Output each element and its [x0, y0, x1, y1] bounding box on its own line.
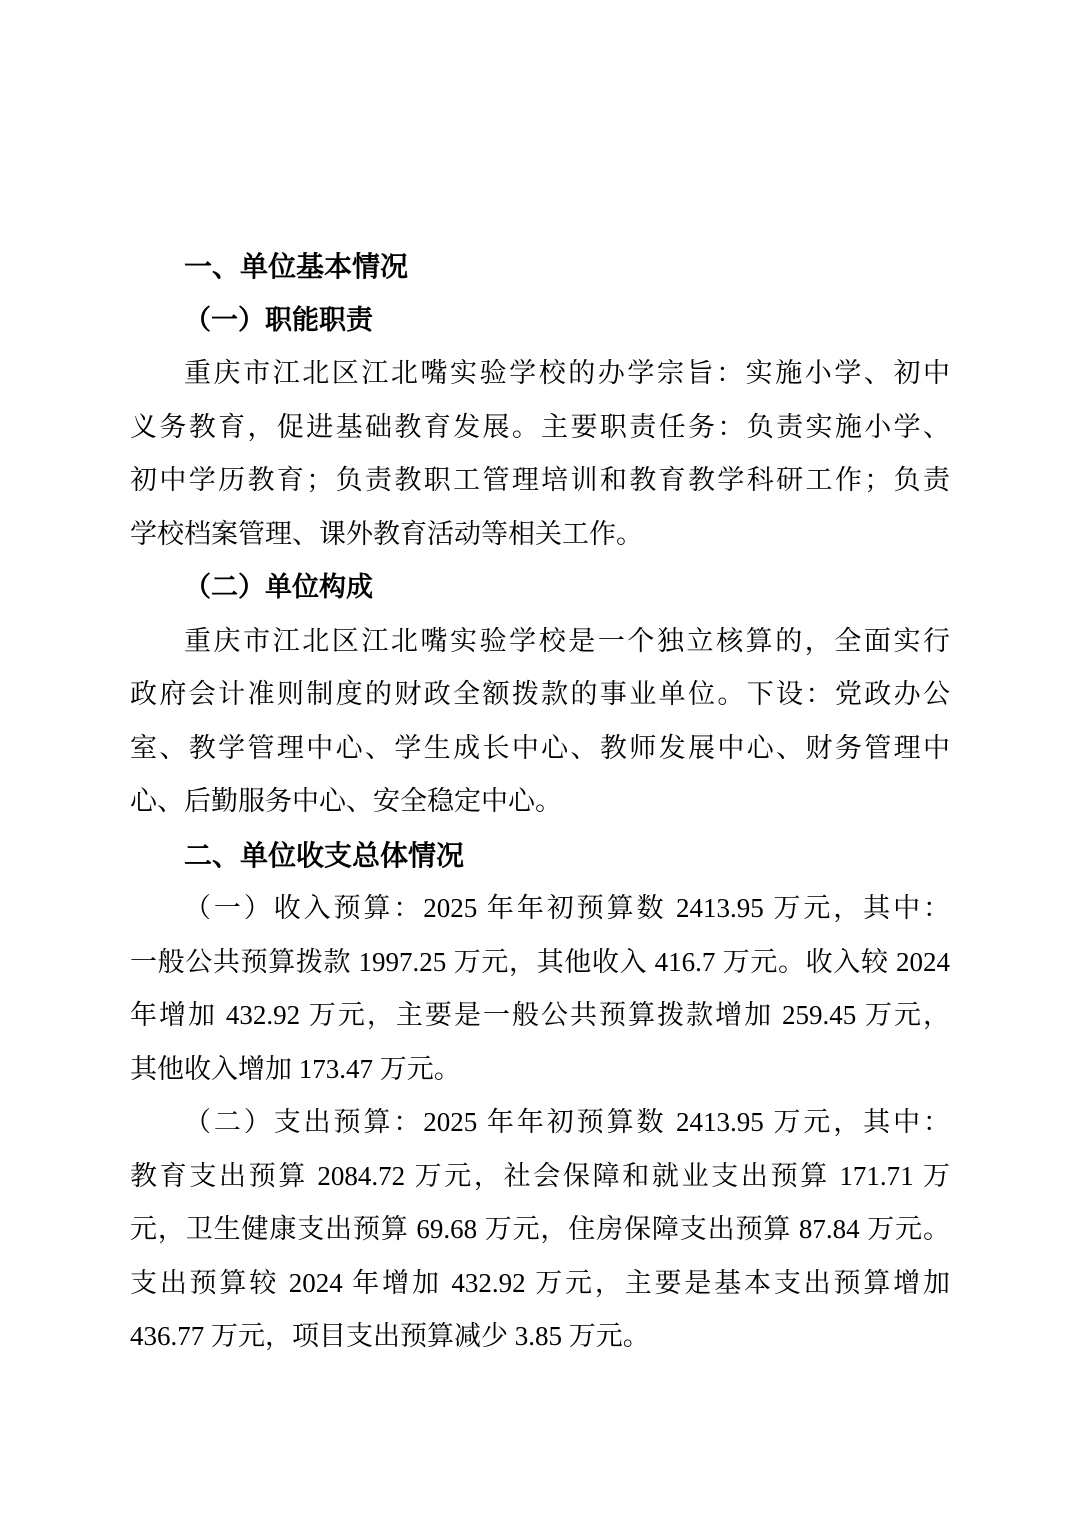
para-revenue-budget-line-4: 其他收入增加 173.47 万元。 — [130, 1053, 461, 1084]
document-body — [130, 240, 950, 1364]
subheading-unit-composition: （二）单位构成 — [184, 572, 373, 602]
para-composition-line-4: 心、后勤服务中心、安全稳定中心。 — [130, 786, 562, 816]
para-duties-line-3: 初中学历教育；负责教职工管理培训和教育教学科研工作；负责 — [130, 465, 950, 495]
para-expenditure-budget-line-4: 支出预算较 2024 年增加 432.92 万元，主要是基本支出预算增加 — [130, 1267, 950, 1298]
heading-unit-basic-info: 一、单位基本情况 — [184, 251, 409, 282]
para-revenue-budget-line-2: 一般公共预算拨款 1997.25 万元，其他收入 416.7 万元。收入较 2024 — [130, 946, 950, 977]
para-composition-line-2: 政府会计准则制度的财政全额拨款的事业单位。下设：党政办公 — [130, 679, 950, 709]
para-revenue-budget-line-3: 年增加 432.92 万元，主要是一般公共预算拨款增加 259.45 万元， — [130, 1000, 950, 1030]
subheading-duties: （一）职能职责 — [184, 304, 373, 335]
para-duties-line-2: 义务教育，促进基础教育发展。主要职责任务：负责实施小学、 — [130, 411, 950, 442]
para-expenditure-budget-line-5: 436.77 万元，项目支出预算减少 3.85 万元。 — [130, 1321, 650, 1351]
heading-revenue-expenditure-overview: 二、单位收支总体情况 — [184, 839, 465, 871]
para-duties-line-4: 学校档案管理、课外教育活动等相关工作。 — [130, 518, 643, 549]
para-revenue-budget-line-1: （一）收入预算：2025 年年初预算数 2413.95 万元，其中： — [184, 893, 950, 923]
para-composition-line-3: 室、教学管理中心、学生成长中心、教师发展中心、财务管理中 — [130, 732, 950, 763]
para-duties-line-1: 重庆市江北区江北嘴实验学校的办学宗旨：实施小学、初中 — [184, 358, 950, 388]
para-expenditure-budget-line-1: （二）支出预算：2025 年年初预算数 2413.95 万元，其中： — [184, 1107, 950, 1137]
para-composition-line-1: 重庆市江北区江北嘴实验学校是一个独立核算的，全面实行 — [184, 625, 950, 656]
para-expenditure-budget-line-2: 教育支出预算 2084.72 万元，社会保障和就业支出预算 171.71 万 — [130, 1160, 950, 1191]
para-expenditure-budget-line-3: 元，卫生健康支出预算 69.68 万元，住房保障支出预算 87.84 万元。 — [130, 1214, 950, 1244]
